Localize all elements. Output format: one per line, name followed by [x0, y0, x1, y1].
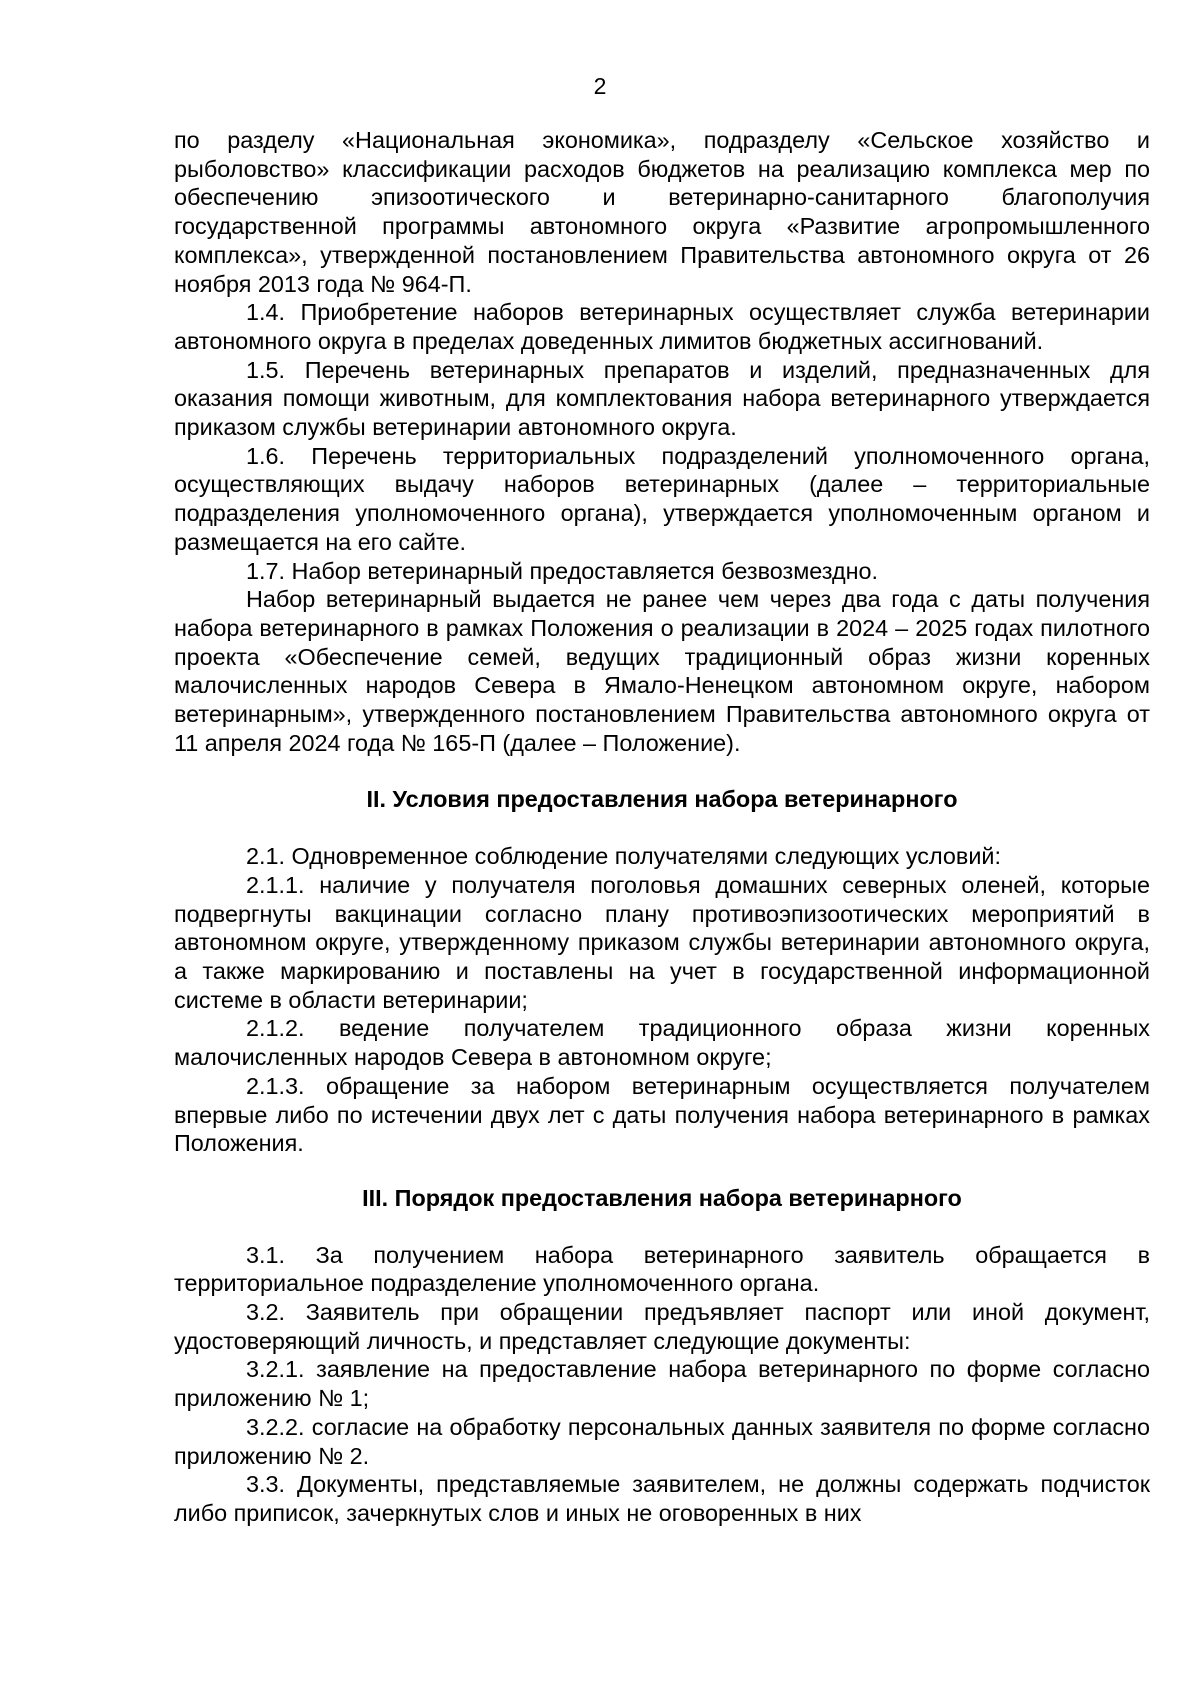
paragraph-2-1-1: 2.1.1. наличие у получателя поголовья домашних северных оленей, которые подвергнуты вакцинации согласно плану противоэпизоотических мероприятий в автономном округе, утвержденному приказом службы ветеринарии автономного округа, а также маркированию и поставлены на учет в государственной информационной системе в области ветеринарии;: [174, 871, 1150, 1013]
document-body: [174, 126, 1150, 1528]
paragraph-continuation: по разделу «Национальная экономика», подразделу «Сельское хозяйство и рыболовство» классификации расходов бюджетов на реализацию комплекса мер по обеспечению эпизоотического и ветеринарно-санитарного благополучия государственной программы автономного округа «Развитие агропромышленного комплекса», утвержденной постановлением Правительства автономного округа от 26 ноября 2013 года № 964-П.: [174, 127, 1150, 297]
section-3-heading: III. Порядок предоставления набора ветеринарного: [362, 1184, 962, 1211]
paragraph-3-2-2: 3.2.2. согласие на обработку персональных данных заявителя по форме согласно приложению № 2.: [174, 1413, 1150, 1469]
paragraph-3-1: 3.1. За получением набора ветеринарного заявитель обращается в территориальное подразделение уполномоченного органа.: [174, 1241, 1150, 1297]
paragraph-1-7: 1.7. Набор ветеринарный предоставляется безвозмездно.: [246, 557, 879, 584]
section-2-heading: II. Условия предоставления набора ветеринарного: [366, 786, 958, 813]
paragraph-1-6: 1.6. Перечень территориальных подразделений уполномоченного органа, осуществляющих выдачу наборов ветеринарных (далее – территориальные подразделения уполномоченного органа), утверждается уполномоченным органом и размещается на его сайте.: [174, 442, 1150, 555]
page-number: 2: [593, 73, 607, 99]
paragraph-3-2-1: 3.2.1. заявление на предоставление набора ветеринарного по форме согласно приложению № 1;: [174, 1356, 1150, 1412]
paragraph-2-1: 2.1. Одновременное соблюдение получателями следующих условий:: [246, 843, 1001, 870]
paragraph-2-1-2: 2.1.2. ведение получателем традиционного образа жизни коренных малочисленных народов Севера в автономном округе;: [174, 1015, 1150, 1071]
paragraph-1-7-continued: Набор ветеринарный выдается не ранее чем через два года с даты получения набора ветеринарного в рамках Положения о реализации в 2024 – 2025 годах пилотного проекта «Обеспечение семей, ведущих традиционный образ жизни коренных малочисленных народов Севера в Ямало-Ненецком автономном округе, набором ветеринарным», утвержденного постановлением Правительства автономного округа от 11 апреля 2024 года № 165-П (далее – Положение).: [174, 586, 1150, 756]
paragraph-3-2: 3.2. Заявитель при обращении предъявляет паспорт или иной документ, удостоверяющий личность, и представляет следующие документы:: [174, 1299, 1150, 1354]
paragraph-1-4: 1.4. Приобретение наборов ветеринарных осуществляет служба ветеринарии автономного округа в пределах доведенных лимитов бюджетных ассигнований.: [174, 299, 1150, 354]
paragraph-3-3: 3.3. Документы, представляемые заявителем, не должны содержать подчисток либо приписок, зачеркнутых слов и иных не оговоренных в них: [174, 1471, 1150, 1526]
paragraph-2-1-3: 2.1.3. обращение за набором ветеринарным осуществляется получателем впервые либо по истечении двух лет с даты получения набора ветеринарного в рамках Положения.: [174, 1072, 1150, 1157]
paragraph-1-5: 1.5. Перечень ветеринарных препаратов и изделий, предназначенных для оказания помощи животным, для комплектования набора ветеринарного утверждается приказом службы ветеринарии автономного округа.: [174, 356, 1150, 441]
